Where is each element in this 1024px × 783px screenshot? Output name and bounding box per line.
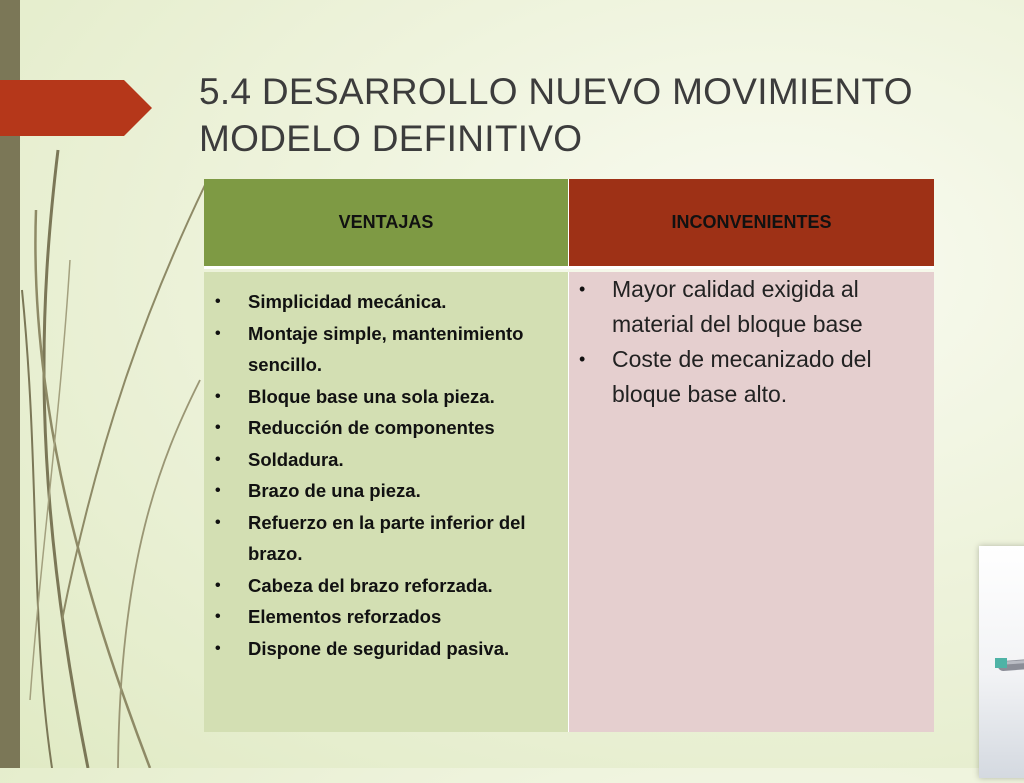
bullet-icon: • [215, 324, 221, 342]
cons-list [575, 272, 932, 412]
pros-item [212, 444, 566, 476]
cons-item [575, 342, 932, 412]
bullet-icon: • [579, 279, 586, 299]
bullet-icon: • [215, 387, 221, 405]
title-marker-arrow [0, 80, 152, 136]
pros-item-text: Dispone de seguridad pasiva. [248, 637, 510, 659]
cons-header: INCONVENIENTES [569, 179, 934, 269]
pros-item-text: Bloque base una sola pieza. [248, 385, 495, 407]
slide-title [199, 68, 999, 162]
slide-title-line-2: MODELO DEFINITIVO [199, 118, 583, 159]
pros-item [212, 318, 566, 381]
robot-render-drawing [979, 546, 1024, 778]
pros-item-text: Refuerzo en la parte inferior del brazo. [248, 511, 526, 564]
bullet-icon: • [215, 608, 221, 625]
pros-item-text: Soldadura. [248, 448, 344, 470]
pros-item [212, 412, 566, 444]
pros-item [212, 286, 566, 318]
cons-item [575, 272, 932, 342]
bullet-icon: • [215, 513, 221, 531]
cons-item-text: Coste de mecanizado del bloque base alto. [612, 346, 872, 407]
pros-header: VENTAJAS [204, 179, 569, 269]
pros-item-text: Reducción de componentes [248, 417, 495, 438]
bullet-icon: • [215, 639, 221, 657]
pros-item [212, 475, 566, 507]
pros-cell [204, 272, 569, 732]
bullet-icon: • [215, 482, 221, 499]
pros-item [212, 601, 566, 633]
pros-item [212, 381, 566, 413]
pros-item [212, 570, 566, 602]
pros-item [212, 507, 566, 570]
pros-item-text: Simplicidad mecánica. [248, 291, 447, 312]
cons-cell [569, 272, 934, 732]
pros-item-text: Brazo de una pieza. [248, 480, 421, 501]
pros-item-text: Cabeza del brazo reforzada. [248, 574, 493, 596]
slide-title-line-1: 5.4 DESARROLLO NUEVO MOVIMIENTO [199, 71, 913, 112]
pros-item-text: Montaje simple, mantenimiento sencillo. [248, 322, 524, 375]
pros-list [212, 286, 566, 664]
pros-item-text: Elementos reforzados [248, 606, 442, 627]
cons-item-text: Mayor calidad exigida al material del bloque base [612, 276, 863, 337]
pros-item [212, 633, 566, 665]
pros-cons-table [204, 179, 934, 732]
bullet-icon: • [215, 293, 221, 310]
robot-cad-render-image [979, 546, 1024, 778]
bullet-icon: • [215, 450, 221, 468]
bullet-icon: • [215, 419, 221, 436]
bullet-icon: • [579, 349, 586, 369]
bullet-icon: • [215, 576, 221, 594]
